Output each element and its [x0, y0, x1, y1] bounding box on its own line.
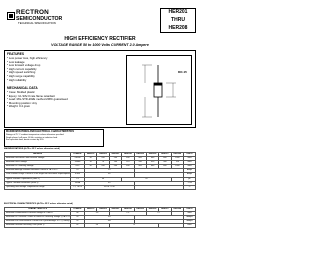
ratings-notice-heading: MAXIMUM RATINGS AND ELECTRICAL CHARACTERISTICS [6, 130, 74, 133]
row-label: Peak Forward Surge Current 8.3 ms single half sine-wave superimposed [6, 173, 71, 176]
brand-subtitle: SEMICONDUCTOR [16, 16, 63, 22]
units-cell: Volts [184, 161, 196, 165]
table-cell: 1.0 [85, 212, 110, 216]
table-row [5, 224, 196, 228]
table-cell: 200 [109, 157, 121, 161]
table-cell: 50 [85, 157, 97, 161]
row-label: Maximum RMS Voltage [5, 161, 71, 165]
row-label: Maximum Instantaneous Forward Voltage at 2.0A DC [5, 212, 71, 216]
symbol-cell: IFSM [71, 173, 85, 177]
ratings-notice-line: Ratings at 25 °C ambient temperature unless otherwise specified. [6, 134, 65, 136]
column-header: HER202 [97, 208, 109, 212]
ratings-notice-text [6, 134, 102, 142]
company-logo [7, 12, 15, 20]
mechanical-item: * Lead: MIL-STD-202E method 208C guaranteed [7, 97, 68, 102]
column-header: HER206 [146, 208, 158, 212]
symbol-cell: trr [71, 224, 85, 228]
feature-item: * High surge capability [7, 73, 35, 78]
table-cell: 560 [159, 161, 171, 165]
table-cell: 600 [146, 165, 158, 169]
table-cell: 800 [159, 165, 171, 169]
column-header: HER205 [134, 153, 146, 157]
column-header: HER206 [146, 153, 158, 157]
table-cell: 40 [85, 181, 135, 185]
table-cell: 800 [159, 157, 171, 161]
features-heading: FEATURES [7, 52, 24, 56]
symbol-cell: TJ, TSTG [71, 185, 85, 189]
mechanical-heading: MECHANICAL DATA [7, 86, 38, 90]
row-label: Typical Thermal Resistance (Note 3) [5, 181, 71, 185]
column-header: HER208 [171, 153, 183, 157]
column-header: HER203 [109, 153, 121, 157]
ratings-notice-line: Single phase, half wave, 60 Hz, resistive or inductive load. [6, 136, 58, 139]
table-row [5, 185, 196, 189]
column-header: CHARACTERISTICS [5, 208, 71, 212]
row-label: Typical Junction Capacitance (Note 2) [5, 177, 71, 181]
package-label: DO-15 [178, 70, 187, 74]
table-cell: 1.7 [146, 212, 171, 216]
units-cell: nSec [184, 224, 196, 228]
table-cell: 60 [85, 173, 135, 177]
table-cell: 300 [122, 165, 134, 169]
feature-item: * Low leakage [7, 59, 25, 64]
table-cell [159, 224, 184, 228]
table-cell: 50 [85, 165, 97, 169]
mechanical-list [7, 91, 102, 109]
feature-item: * High reliability [7, 77, 27, 82]
ratings-notice-line: For capacitive load, derate current by 20%. [6, 139, 45, 142]
units-cell: Volts [184, 157, 196, 161]
electrical-characteristics-table [4, 207, 196, 228]
column-header: UNITS [184, 153, 196, 157]
column-header: HER201 [85, 153, 97, 157]
units-cell: Amps [184, 169, 196, 173]
table-cell: 200 [109, 165, 121, 169]
column-header: HER204 [122, 153, 134, 157]
symbol-cell: VRMS [71, 161, 85, 165]
symbol-cell: VRRM [71, 157, 85, 161]
feature-item: * Low power loss, high efficiency [7, 56, 48, 60]
table-cell: 600 [146, 157, 158, 161]
units-cell: Amps [184, 173, 196, 177]
units-cell: Volts [184, 165, 196, 169]
table-cell: 100 [97, 157, 109, 161]
table-cell: 20 [122, 177, 172, 181]
feature-item: * Low forward voltage drop [7, 63, 41, 68]
symbol-cell: IR [71, 216, 85, 220]
symbol-cell: CJ [71, 177, 85, 181]
column-header: HER203 [109, 208, 121, 212]
table-cell: 140 [109, 161, 121, 165]
mechanical-item: * Mounting position: Any [7, 100, 38, 105]
table-cell: 50 [85, 224, 110, 228]
table-cell: 100 [85, 220, 135, 224]
symbol-cell: IR [71, 220, 85, 224]
table-cell [134, 185, 184, 189]
part-number-start: HER201 [168, 9, 188, 15]
table-cell: 75 [109, 224, 159, 228]
row-label: Maximum Average Forward Rectified Current at TA = 50°C [5, 169, 71, 173]
table-cell: 280 [134, 161, 146, 165]
technical-specification-label: TECHNICAL SPECIFICATION [18, 21, 56, 25]
part-number-thru: THRU [171, 17, 185, 23]
table-header-row [5, 208, 196, 212]
table-cell: 5.0 [85, 216, 135, 220]
column-header: HER207 [159, 153, 171, 157]
column-header: HER205 [134, 208, 146, 212]
voltage-current-range: VOLTAGE RANGE 50 to 1000 Volts CURRENT 2.0 Ampere [51, 43, 149, 47]
column-header: SYMBOL [71, 153, 85, 157]
table-cell: 300 [122, 157, 134, 161]
mechanical-item: * Weight: 0.4 gram [7, 104, 31, 109]
row-label: Maximum Full Load Reverse Current Full Cycle Average .375" (9.5mm) [6, 220, 70, 223]
row-label: Maximum DC Blocking Voltage [5, 165, 71, 169]
column-header: HER207 [159, 208, 171, 212]
row-label: Operating and Storage Temperature Range [5, 185, 71, 189]
table-cell: 400 [134, 157, 146, 161]
table-cell: 420 [146, 161, 158, 165]
column-header: SYMBOL [71, 208, 85, 212]
symbol-cell: IO [71, 169, 85, 173]
symbol-cell: VDC [71, 165, 85, 169]
column-header: UNITS [184, 208, 196, 212]
table-header-row [5, 153, 196, 157]
table-cell: 1.3 [109, 212, 146, 216]
table-cell: 70 [97, 161, 109, 165]
units-cell: uAmps [184, 216, 196, 220]
table-cell: 210 [122, 161, 134, 165]
row-label: Maximum DC Reverse Current at Rated DC Blocking Voltage @TA = 25°C [6, 216, 71, 219]
symbol-cell: VF [71, 212, 85, 216]
column-header: HER202 [97, 153, 109, 157]
feature-item: * High current capability [7, 66, 37, 71]
feature-item: * High speed switching [7, 70, 36, 75]
row-label: Maximum Recurrent Peak Reverse Voltage [5, 157, 71, 161]
column-header: HER208 [171, 208, 183, 212]
table-cell: 2.0 [85, 169, 135, 173]
units-cell: Volts [184, 212, 196, 216]
part-number-end: HER208 [168, 25, 188, 31]
units-cell: pF [184, 177, 196, 181]
table-cell: 400 [134, 165, 146, 169]
column-header: RATINGS [5, 153, 71, 157]
table-cell: 35 [85, 161, 97, 165]
max-ratings-caption: MAXIMUM RATINGS (At TA = 25°C unless otherwise noted) [4, 148, 60, 150]
max-ratings-table [4, 152, 196, 190]
table-cell: 30 [85, 177, 122, 181]
document-title: HIGH EFFICIENCY RECTIFIER [64, 36, 136, 42]
brand-name: RECTRON [16, 9, 49, 16]
do15-package-drawing [128, 57, 190, 123]
mechanical-item: * Case: Molded plastic [7, 90, 35, 94]
table-cell: -65 to + 150 [85, 185, 135, 189]
table-cell: 100 [97, 165, 109, 169]
symbol-cell: RθJA [71, 181, 85, 185]
electrical-caption: ELECTRICAL CHARACTERISTICS (At TA = 25°C unless otherwise noted) [4, 203, 73, 205]
column-header: HER204 [122, 208, 134, 212]
table-cell: 1000 [171, 157, 183, 161]
units-cell: °C/W [184, 181, 196, 185]
features-list [7, 57, 97, 82]
units-cell: °C [184, 185, 196, 189]
units-cell: uAmps [184, 220, 196, 224]
mechanical-item: * Epoxy: UL 94V-0 rate flame retardant [7, 93, 55, 98]
table-cell: 700 [171, 161, 183, 165]
table-cell: 1000 [171, 165, 183, 169]
column-header: HER201 [85, 208, 97, 212]
row-label: Maximum Reverse Recovery Time (Note 1) [5, 224, 71, 228]
